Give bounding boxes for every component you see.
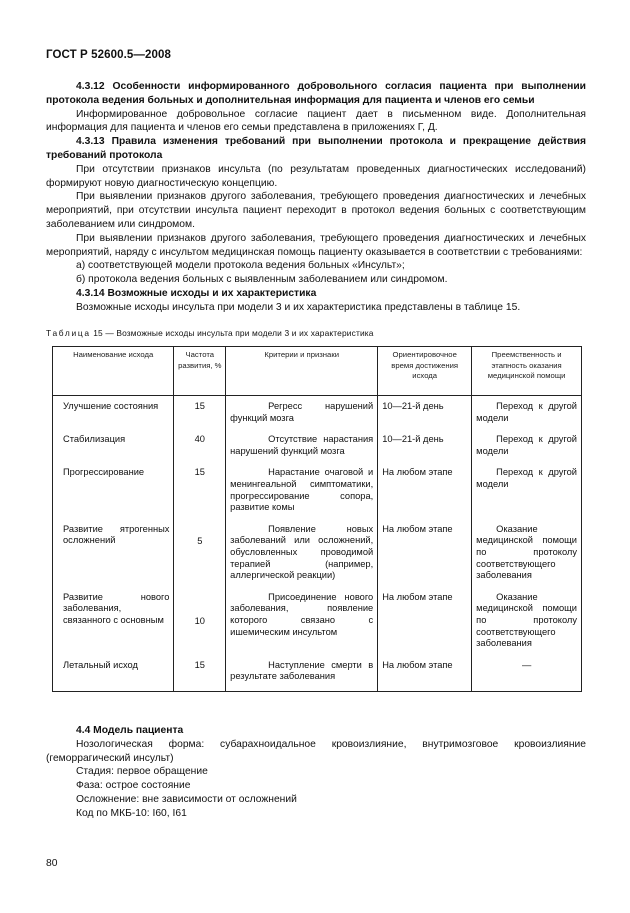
cell-criteria: Отсутствие нарастания нарушений функций мозга	[226, 432, 378, 465]
header-outcome: Наименование исхода	[53, 347, 174, 396]
header-criteria: Критерии и признаки	[226, 347, 378, 396]
section-4-3-12-text: Информированное добровольное согласие пациент дает в письменном виде. Дополнительная информация для пациента и членов его семьи представлена в приложениях Г, Д.	[46, 108, 586, 134]
cell-outcome: Прогрессирование	[53, 465, 174, 521]
header-continuity: Преемственность и этапность оказания медицинской помощи	[472, 347, 582, 396]
cell-frequency: 5	[174, 522, 226, 590]
patient-model-heading: 4.4 Модель пациента	[76, 725, 184, 736]
cell-outcome: Развитие нового заболевания, связанного с основным	[53, 590, 174, 658]
cell-outcome: Улучшение состояния	[53, 396, 174, 433]
header-time: Ориентировочное время достижения исхода	[378, 347, 472, 396]
cell-time: На любом этапе	[378, 590, 472, 658]
section-4-3-14-text: Возможные исходы инсульта при модели 3 и их характеристика представлены в таблице 15.	[76, 301, 521, 313]
header-frequency: Частота развития, %	[174, 347, 226, 396]
outcomes-table	[52, 346, 582, 692]
document-header: ГОСТ Р 52600.5—2008	[46, 49, 171, 61]
table-row	[53, 658, 582, 692]
cell-criteria: Появление новых заболеваний или осложнений, обусловленных проводимой терапией (например, аллергической реакции)	[226, 522, 378, 590]
section-4-3-12-heading: 4.3.12 Особенности информированного добровольного согласия пациента при выполнении протокола ведения больных и дополнительная информация для пациента и членов его семьи	[46, 81, 586, 106]
table-row	[53, 432, 582, 465]
patient-model-complication: Осложнение: вне зависимости от осложнений	[76, 793, 297, 805]
cell-continuity: Оказание медицинской помощи по протоколу соответствующего заболевания	[472, 590, 582, 658]
table-caption-text: 15 — Возможные исходы инсульта при модели 3 и их характеристика	[93, 328, 374, 338]
cell-frequency: 15	[174, 465, 226, 521]
patient-model-icd: Код по МКБ-10: I60, I61	[76, 807, 187, 819]
cell-time: 10—21-й день	[378, 396, 472, 433]
section-4-3-13-p3: При выявлении признаков другого заболевания, требующего проведения диагностических и лечебных мероприятий, наряду с инсультом медицинская помощь пациенту оказывается в соответствии с требованиями:	[46, 232, 586, 258]
cell-criteria: Наступление смерти в результате заболевания	[226, 658, 378, 692]
cell-criteria: Нарастание очаговой и менингеальной симптоматики, прогрессирование сопора, развитие комы	[226, 465, 378, 521]
section-4-3-13-p2: При выявлении признаков другого заболевания, требующего проведения диагностических и лечебных мероприятий, при отсутствии инсульта пациент переходит в протокол ведения больных с соответствующим заболеванием или синдромом.	[46, 191, 586, 230]
cell-frequency: 40	[174, 432, 226, 465]
section-4-3-14-heading: 4.3.14 Возможные исходы и их характеристика	[76, 287, 317, 299]
page-number: 80	[46, 858, 58, 869]
table-row	[53, 465, 582, 521]
section-4-3-13-p1: При отсутствии признаков инсульта (по результатам проведенных диагностических исследований) формируют новую диагностическую концепцию.	[46, 163, 586, 189]
patient-model-nosology: Нозологическая форма: субарахноидальное кровоизлияние, внутримозговое кровоизлияние (геморрагический инсульт)	[46, 738, 586, 764]
cell-continuity: Оказание медицинской помощи по протоколу соответствующего заболевания	[472, 522, 582, 590]
cell-time: На любом этапе	[378, 522, 472, 590]
section-4-3-13-item-a: а) соответствующей модели протокола ведения больных «Инсульт»;	[76, 260, 405, 272]
cell-continuity: —	[472, 658, 582, 692]
table-row	[53, 590, 582, 658]
table-header-row	[53, 347, 582, 396]
cell-outcome: Летальный исход	[53, 658, 174, 692]
cell-time: 10—21-й день	[378, 432, 472, 465]
cell-continuity: Переход к другой модели	[472, 465, 582, 521]
section-4-3-13-item-b: б) протокола ведения больных с выявленным заболеванием или синдромом.	[76, 274, 448, 286]
table-caption-label: Таблица	[46, 328, 91, 338]
cell-frequency: 10	[174, 590, 226, 658]
cell-outcome: Развитие ятрогенных осложнений	[53, 522, 174, 590]
table-caption	[46, 328, 606, 338]
cell-continuity: Переход к другой модели	[472, 396, 582, 433]
cell-frequency: 15	[174, 396, 226, 433]
cell-frequency: 15	[174, 658, 226, 692]
cell-time: На любом этапе	[378, 465, 472, 521]
cell-criteria: Присоединение нового заболевания, появление которого связано с ишемическим инсультом	[226, 590, 378, 658]
patient-model-section	[46, 724, 586, 821]
cell-criteria: Регресс нарушений функций мозга	[226, 396, 378, 433]
section-4-3-13-heading: 4.3.13 Правила изменения требований при выполнении протокола и прекращение действия требований протокола	[46, 136, 586, 161]
cell-continuity: Переход к другой модели	[472, 432, 582, 465]
patient-model-stage: Стадия: первое обращение	[76, 766, 208, 778]
cell-time: На любом этапе	[378, 658, 472, 692]
patient-model-phase: Фаза: острое состояние	[76, 780, 191, 792]
cell-outcome: Стабилизация	[53, 432, 174, 465]
table-row	[53, 522, 582, 590]
main-text	[46, 80, 586, 315]
table-row	[53, 396, 582, 433]
